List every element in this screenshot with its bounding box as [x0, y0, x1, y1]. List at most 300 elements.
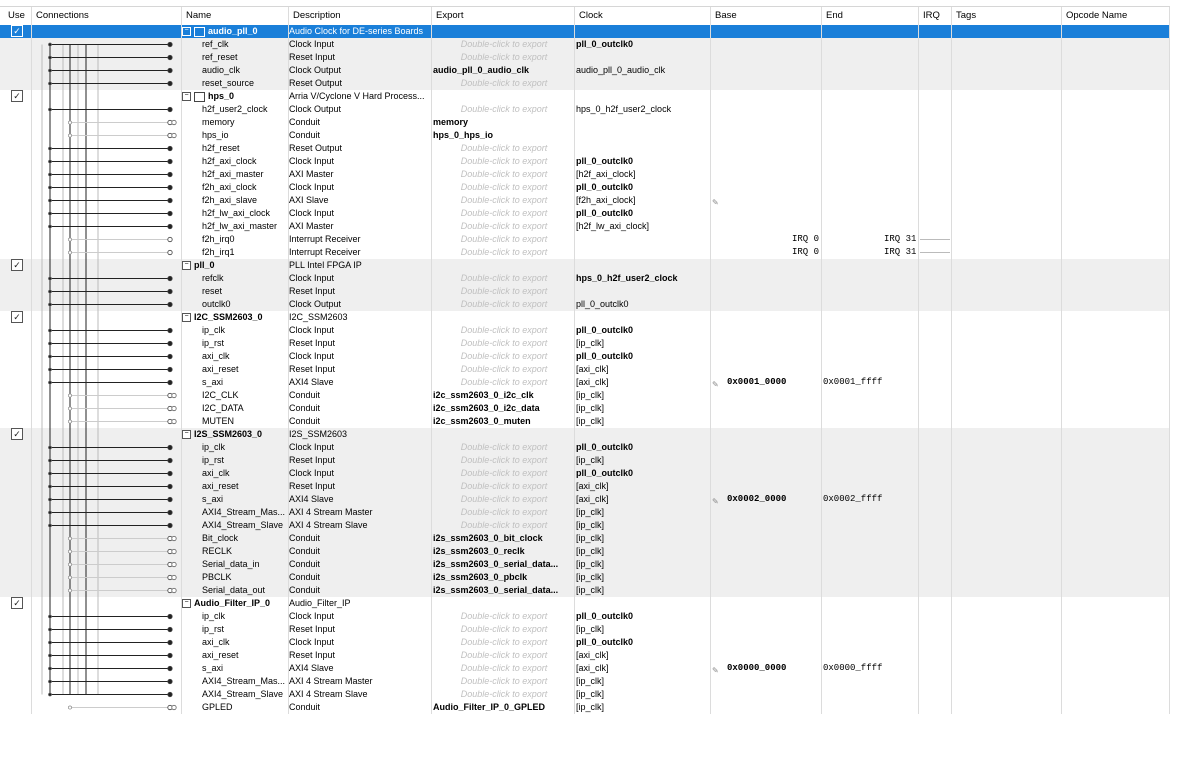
clock-cell[interactable]: pll_0_outclk0 — [576, 351, 634, 361]
interface-name: RECLK — [202, 546, 233, 556]
junction-dot — [48, 667, 51, 670]
description-cell: Conduit — [289, 533, 321, 543]
clock-cell[interactable]: pll_0_outclk0 — [576, 208, 634, 218]
description-cell: Clock Output — [289, 299, 342, 309]
description-cell: Conduit — [289, 130, 321, 140]
irq-end: IRQ 31 — [884, 234, 917, 244]
clock-cell[interactable]: [ip_clk] — [576, 416, 605, 426]
junction-dot — [48, 303, 51, 306]
description-cell: AXI Master — [289, 221, 334, 231]
interface-name: h2f_axi_master — [202, 169, 264, 179]
clock-cell[interactable]: [axi_clk] — [576, 494, 609, 504]
clock-cell[interactable]: pll_0_outclk0 — [576, 442, 634, 452]
export-placeholder[interactable]: Double-click to export — [460, 208, 548, 218]
interface-name: Bit_clock — [202, 533, 239, 543]
clock-cell[interactable]: [ip_clk] — [576, 676, 605, 686]
clock-cell[interactable] — [576, 233, 710, 246]
interface-name: refclk — [202, 273, 224, 283]
junction-dot — [68, 537, 71, 540]
export-placeholder[interactable]: Double-click to export — [460, 104, 548, 114]
export-placeholder[interactable]: Double-click to export — [460, 442, 548, 452]
irq-connection-line[interactable] — [920, 239, 950, 240]
clock-cell[interactable] — [576, 142, 710, 155]
clock-cell[interactable]: [ip_clk] — [576, 572, 605, 582]
clock-cell[interactable]: hps_0_h2f_user2_clock — [576, 104, 672, 114]
interface-name: h2f_lw_axi_master — [202, 221, 278, 231]
port-node — [168, 497, 172, 501]
clock-cell[interactable]: [axi_clk] — [576, 377, 609, 387]
export-placeholder[interactable]: Double-click to export — [460, 156, 548, 166]
clock-cell[interactable]: [axi_clk] — [576, 663, 609, 673]
interface-name: axi_reset — [202, 650, 239, 660]
junction-dot — [48, 680, 51, 683]
export-placeholder[interactable]: Double-click to export — [460, 78, 548, 88]
export-cell[interactable]: i2c_ssm2603_0_i2c_data — [433, 403, 540, 413]
junction-dot — [48, 108, 51, 111]
export-node — [172, 575, 176, 579]
interface-name: ip_rst — [202, 624, 225, 634]
description-cell: Clock Output — [289, 104, 342, 114]
junction-dot — [48, 641, 51, 644]
interface-name: h2f_user2_clock — [202, 104, 268, 114]
junction-dot — [48, 225, 51, 228]
clock-cell[interactable]: [ip_clk] — [576, 455, 605, 465]
edit-address-icon[interactable]: ✎ — [712, 497, 719, 506]
export-placeholder[interactable]: Double-click to export — [460, 221, 548, 231]
description-cell: Reset Input — [289, 481, 336, 491]
export-placeholder[interactable]: Double-click to export — [460, 143, 548, 153]
junction-dot — [48, 147, 51, 150]
export-cell[interactable]: i2s_ssm2603_0_serial_data... — [433, 559, 559, 569]
junction-dot — [48, 329, 51, 332]
port-node — [168, 68, 172, 72]
export-cell[interactable]: i2c_ssm2603_0_i2c_clk — [433, 390, 534, 400]
junction-dot — [48, 615, 51, 618]
export-placeholder[interactable]: Double-click to export — [460, 637, 548, 647]
clock-cell[interactable]: [axi_clk] — [576, 481, 609, 491]
export-placeholder[interactable]: Double-click to export — [460, 494, 548, 504]
port-node — [168, 250, 172, 254]
port-node — [168, 367, 172, 371]
export-placeholder[interactable]: Double-click to export — [460, 364, 548, 374]
column-header-base[interactable]: Base — [711, 7, 822, 25]
description-cell: Reset Input — [289, 624, 336, 634]
port-node — [168, 666, 172, 670]
clock-cell[interactable]: [h2f_lw_axi_clock] — [576, 221, 650, 231]
export-placeholder[interactable]: Double-click to export — [460, 182, 548, 192]
interface-name: I2C_DATA — [202, 403, 244, 413]
edit-address-icon[interactable]: ✎ — [712, 666, 719, 675]
column-divider — [1061, 25, 1062, 714]
collapse-icon[interactable]: − — [182, 599, 191, 608]
junction-dot — [48, 82, 51, 85]
description-cell: AXI 4 Stream Master — [289, 676, 373, 686]
export-node — [172, 536, 176, 540]
export-placeholder[interactable]: Double-click to export — [460, 624, 548, 634]
clock-cell[interactable] — [576, 285, 710, 298]
collapse-icon[interactable]: − — [182, 261, 191, 270]
junction-dot — [48, 524, 51, 527]
description-cell: Clock Input — [289, 156, 335, 166]
end-address: 0x0000_ffff — [823, 663, 883, 673]
clock-cell[interactable]: [ip_clk] — [576, 520, 605, 530]
description-cell: AXI Master — [289, 169, 334, 179]
port-node — [168, 640, 172, 644]
use-checkbox[interactable]: ✓ — [11, 428, 23, 440]
column-header-end[interactable]: End — [822, 7, 919, 25]
clock-cell[interactable]: [ip_clk] — [576, 403, 605, 413]
description-cell: Reset Input — [289, 52, 336, 62]
column-header-opcode-name[interactable]: Opcode Name — [1062, 7, 1170, 25]
clock-cell[interactable]: pll_0_outclk0 — [576, 39, 634, 49]
description-cell: Clock Input — [289, 637, 335, 647]
interface-name: h2f_reset — [202, 143, 240, 153]
export-placeholder[interactable]: Double-click to export — [460, 507, 548, 517]
port-node — [168, 445, 172, 449]
export-placeholder[interactable]: Double-click to export — [460, 663, 548, 673]
junction-dot — [48, 342, 51, 345]
export-cell[interactable]: i2c_ssm2603_0_muten — [433, 416, 531, 426]
export-cell[interactable]: i2s_ssm2603_0_bit_clock — [433, 533, 543, 543]
export-placeholder[interactable]: Double-click to export — [460, 676, 548, 686]
export-placeholder[interactable]: Double-click to export — [460, 689, 548, 699]
use-checkbox[interactable]: ✓ — [11, 597, 23, 609]
export-cell[interactable]: i2s_ssm2603_0_reclk — [433, 546, 525, 556]
interface-name: AXI4_Stream_Slave — [202, 689, 284, 699]
interface-name: axi_clk — [202, 637, 230, 647]
junction-dot — [48, 290, 51, 293]
component-name: pll_0 — [194, 260, 215, 270]
export-placeholder[interactable]: Double-click to export — [460, 247, 548, 257]
clock-cell[interactable] — [576, 51, 710, 64]
end-address: 0x0002_ffff — [823, 494, 883, 504]
port-node — [168, 692, 172, 696]
column-header-description[interactable]: Description — [289, 7, 432, 25]
interface-name: PBCLK — [202, 572, 232, 582]
interface-name: audio_clk — [202, 65, 241, 75]
description-cell: Audio_Filter_IP — [289, 598, 351, 608]
junction-dot — [68, 589, 71, 592]
junction-dot — [48, 277, 51, 280]
description-cell: Reset Input — [289, 286, 336, 296]
export-placeholder[interactable]: Double-click to export — [460, 455, 548, 465]
description-cell: I2C_SSM2603 — [289, 312, 348, 322]
component-icon — [194, 92, 205, 102]
interface-name: AXI4_Stream_Mas... — [202, 507, 286, 517]
description-cell: Reset Output — [289, 143, 343, 153]
junction-dot — [68, 238, 71, 241]
junction-dot — [68, 706, 71, 709]
use-checkbox[interactable]: ✓ — [11, 311, 23, 323]
description-cell: Interrupt Receiver — [289, 234, 361, 244]
description-cell: Clock Input — [289, 351, 335, 361]
junction-dot — [48, 368, 51, 371]
port-node — [168, 146, 172, 150]
junction-dot — [48, 511, 51, 514]
port-node — [168, 471, 172, 475]
junction-dot — [48, 69, 51, 72]
junction-dot — [48, 446, 51, 449]
export-placeholder[interactable]: Double-click to export — [460, 299, 548, 309]
junction-dot — [68, 251, 71, 254]
export-placeholder[interactable]: Double-click to export — [460, 169, 548, 179]
export-placeholder[interactable]: Double-click to export — [460, 325, 548, 335]
column-header-tags[interactable]: Tags — [952, 7, 1062, 25]
junction-dot — [48, 485, 51, 488]
export-cell[interactable]: hps_0_hps_io — [433, 130, 494, 140]
connections-graph[interactable] — [30, 25, 182, 715]
clock-cell[interactable]: [ip_clk] — [576, 702, 605, 712]
port-node — [168, 198, 172, 202]
junction-dot — [48, 498, 51, 501]
clock-cell[interactable]: pll_0_outclk0 — [576, 325, 634, 335]
clock-cell[interactable] — [576, 129, 710, 142]
export-placeholder[interactable]: Double-click to export — [460, 611, 548, 621]
junction-dot — [68, 134, 71, 137]
clock-cell[interactable]: [ip_clk] — [576, 533, 605, 543]
port-node — [168, 354, 172, 358]
interface-name: f2h_axi_slave — [202, 195, 258, 205]
column-header — [0, 6, 1170, 26]
interface-name: memory — [202, 117, 235, 127]
description-cell: Conduit — [289, 572, 321, 582]
export-placeholder[interactable]: Double-click to export — [460, 273, 548, 283]
export-node — [172, 120, 176, 124]
description-cell: I2S_SSM2603 — [289, 429, 348, 439]
junction-dot — [48, 199, 51, 202]
description-cell: Clock Input — [289, 273, 335, 283]
interface-name: s_axi — [202, 663, 224, 673]
description-cell: Arria V/Cyclone V Hard Process... — [289, 91, 425, 101]
export-placeholder[interactable]: Double-click to export — [460, 286, 548, 296]
clock-cell[interactable]: audio_pll_0_audio_clk — [576, 65, 666, 75]
clock-cell[interactable]: [ip_clk] — [576, 585, 605, 595]
junction-dot — [48, 472, 51, 475]
description-cell: Reset Input — [289, 338, 336, 348]
clock-cell[interactable]: pll_0_outclk0 — [576, 611, 634, 621]
export-cell[interactable]: Audio_Filter_IP_0_GPLED — [433, 702, 546, 712]
port-node — [168, 653, 172, 657]
clock-cell[interactable] — [576, 116, 710, 129]
port-node — [168, 627, 172, 631]
interface-name: MUTEN — [202, 416, 234, 426]
clock-cell[interactable]: pll_0_outclk0 — [576, 156, 634, 166]
clock-cell[interactable]: pll_0_outclk0 — [576, 468, 634, 478]
interface-name: Serial_data_out — [202, 585, 266, 595]
description-cell: Conduit — [289, 117, 321, 127]
interface-name: ref_clk — [202, 39, 229, 49]
use-checkbox[interactable]: ✓ — [11, 259, 23, 271]
interface-name: outclk0 — [202, 299, 231, 309]
interface-name: axi_reset — [202, 364, 239, 374]
interface-name: axi_reset — [202, 481, 239, 491]
export-node — [172, 419, 176, 423]
component-name: audio_pll_0 — [208, 26, 258, 36]
description-cell: PLL Intel FPGA IP — [289, 260, 362, 270]
clock-cell[interactable]: pll_0_outclk0 — [576, 299, 629, 309]
interface-name: ip_clk — [202, 325, 226, 335]
clock-cell[interactable]: [h2f_axi_clock] — [576, 169, 636, 179]
irq-start: IRQ 0 — [792, 247, 820, 257]
description-cell: Conduit — [289, 559, 321, 569]
port-node — [168, 224, 172, 228]
base-address[interactable]: 0x0001_0000 — [727, 377, 787, 387]
export-node — [172, 133, 176, 137]
description-cell: Clock Input — [289, 208, 335, 218]
clock-cell[interactable]: hps_0_h2f_user2_clock — [576, 273, 678, 283]
interface-name: hps_io — [202, 130, 229, 140]
description-cell: AXI4 Slave — [289, 663, 334, 673]
port-node — [168, 523, 172, 527]
column-header-clock[interactable]: Clock — [575, 7, 711, 25]
description-cell: Conduit — [289, 390, 321, 400]
description-cell: Clock Input — [289, 442, 335, 452]
interface-name: f2h_axi_clock — [202, 182, 257, 192]
junction-dot — [68, 121, 71, 124]
description-cell: Interrupt Receiver — [289, 247, 361, 257]
description-cell: Clock Input — [289, 39, 335, 49]
port-node — [168, 679, 172, 683]
port-node — [168, 341, 172, 345]
component-name: Audio_Filter_IP_0 — [194, 598, 271, 608]
description-cell: Reset Input — [289, 364, 336, 374]
port-node — [168, 55, 172, 59]
column-header-connections[interactable]: Connections — [32, 7, 182, 25]
junction-dot — [48, 56, 51, 59]
collapse-icon[interactable]: − — [182, 430, 191, 439]
clock-cell[interactable] — [576, 77, 710, 90]
interface-name: h2f_axi_clock — [202, 156, 257, 166]
port-node — [168, 289, 172, 293]
end-address: 0x0001_ffff — [823, 377, 883, 387]
irq-start: IRQ 0 — [792, 234, 820, 244]
clock-cell[interactable] — [576, 246, 710, 259]
interface-name: h2f_lw_axi_clock — [202, 208, 271, 218]
export-cell[interactable]: memory — [433, 117, 469, 127]
export-placeholder[interactable]: Double-click to export — [460, 468, 548, 478]
clock-cell[interactable]: pll_0_outclk0 — [576, 182, 634, 192]
description-cell: Clock Input — [289, 468, 335, 478]
junction-dot — [48, 160, 51, 163]
junction-dot — [48, 459, 51, 462]
export-placeholder[interactable]: Double-click to export — [460, 338, 548, 348]
interface-name: ip_rst — [202, 455, 225, 465]
column-header-use[interactable]: Use — [4, 7, 32, 25]
interface-name: reset_source — [202, 78, 255, 88]
port-node — [168, 237, 172, 241]
collapse-icon[interactable]: − — [182, 27, 191, 36]
export-placeholder[interactable]: Double-click to export — [460, 520, 548, 530]
collapse-icon[interactable]: − — [182, 313, 191, 322]
export-cell[interactable]: audio_pll_0_audio_clk — [433, 65, 530, 75]
interface-name: AXI4_Stream_Mas... — [202, 676, 286, 686]
edit-address-icon[interactable]: ✎ — [712, 380, 719, 389]
column-header-export[interactable]: Export — [432, 7, 575, 25]
export-placeholder[interactable]: Double-click to export — [460, 52, 548, 62]
junction-dot — [48, 173, 51, 176]
use-checkbox[interactable]: ✓ — [11, 25, 23, 37]
description-cell: Reset Output — [289, 78, 343, 88]
junction-dot — [68, 394, 71, 397]
collapse-icon[interactable]: − — [182, 92, 191, 101]
junction-dot — [68, 407, 71, 410]
description-cell: Conduit — [289, 702, 321, 712]
clock-cell[interactable]: [f2h_axi_clock] — [576, 195, 636, 205]
component-name: I2S_SSM2603_0 — [194, 429, 263, 439]
clock-cell[interactable]: pll_0_outclk0 — [576, 637, 634, 647]
clock-cell[interactable]: [ip_clk] — [576, 390, 605, 400]
edit-address-icon[interactable]: ✎ — [712, 198, 719, 207]
component-name: hps_0 — [208, 91, 235, 101]
junction-dot — [48, 693, 51, 696]
interface-name: axi_clk — [202, 468, 230, 478]
junction-dot — [48, 381, 51, 384]
description-cell: Clock Input — [289, 611, 335, 621]
clock-cell[interactable]: [ip_clk] — [576, 624, 605, 634]
clock-cell[interactable]: [ip_clk] — [576, 338, 605, 348]
base-address[interactable]: 0x0002_0000 — [727, 494, 787, 504]
clock-cell[interactable]: [axi_clk] — [576, 364, 609, 374]
port-node — [168, 172, 172, 176]
export-placeholder[interactable]: Double-click to export — [460, 481, 548, 491]
irq-end: IRQ 31 — [884, 247, 917, 257]
export-placeholder[interactable]: Double-click to export — [460, 351, 548, 361]
junction-dot — [48, 212, 51, 215]
interface-name: f2h_irq1 — [202, 247, 235, 257]
export-cell[interactable]: i2s_ssm2603_0_serial_data... — [433, 585, 559, 595]
clock-cell[interactable]: [ip_clk] — [576, 546, 605, 556]
export-node — [172, 406, 176, 410]
interface-name: ip_clk — [202, 611, 226, 621]
base-address[interactable]: 0x0000_0000 — [727, 663, 787, 673]
junction-dot — [68, 576, 71, 579]
clock-cell[interactable]: [ip_clk] — [576, 689, 605, 699]
clock-cell[interactable]: [ip_clk] — [576, 559, 605, 569]
junction-dot — [48, 355, 51, 358]
interface-name: ref_reset — [202, 52, 238, 62]
component-name: I2C_SSM2603_0 — [194, 312, 263, 322]
column-divider — [821, 25, 822, 714]
port-node — [168, 107, 172, 111]
column-divider — [918, 25, 919, 714]
component-icon — [194, 27, 205, 37]
description-cell: AXI 4 Stream Master — [289, 507, 373, 517]
export-placeholder[interactable]: Double-click to export — [460, 377, 548, 387]
clock-cell[interactable]: [ip_clk] — [576, 507, 605, 517]
export-placeholder[interactable]: Double-click to export — [460, 195, 548, 205]
export-node — [172, 705, 176, 709]
junction-dot — [68, 550, 71, 553]
port-node — [168, 510, 172, 514]
export-placeholder[interactable]: Double-click to export — [460, 234, 548, 244]
export-cell[interactable]: i2s_ssm2603_0_pbclk — [433, 572, 528, 582]
export-node — [172, 393, 176, 397]
irq-connection-line[interactable] — [920, 252, 950, 253]
export-placeholder[interactable]: Double-click to export — [460, 39, 548, 49]
description-cell: AXI 4 Stream Slave — [289, 689, 368, 699]
column-header-irq[interactable]: IRQ — [919, 7, 952, 25]
export-placeholder[interactable]: Double-click to export — [460, 650, 548, 660]
port-node — [168, 81, 172, 85]
column-header-name[interactable]: Name — [182, 7, 289, 25]
use-checkbox[interactable]: ✓ — [11, 90, 23, 102]
interface-name: reset — [202, 286, 223, 296]
column-divider — [574, 25, 575, 714]
clock-cell[interactable]: [axi_clk] — [576, 650, 609, 660]
junction-dot — [48, 43, 51, 46]
column-divider — [1169, 25, 1170, 714]
port-node — [168, 185, 172, 189]
